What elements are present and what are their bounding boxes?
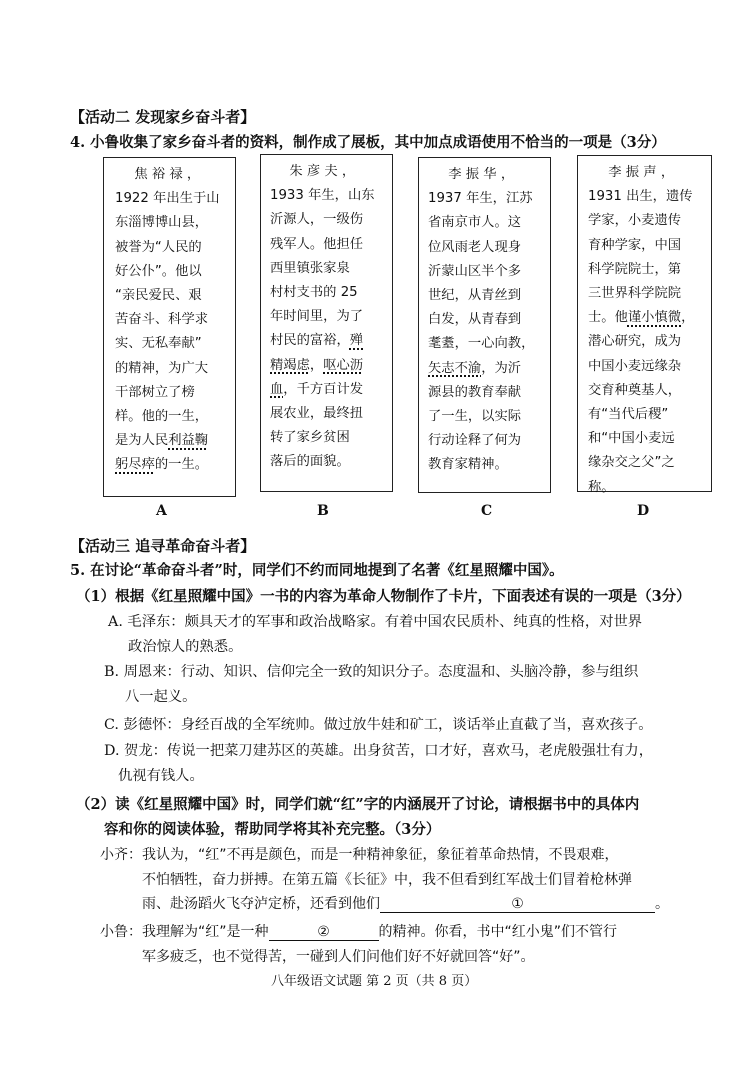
card-text: 实、无私奉献” [115, 336, 202, 352]
answer-blank-2[interactable]: ② [269, 924, 379, 941]
card-line [428, 405, 534, 429]
option-b-line1: B. 周恩来：行动、知识、信仰完全一致的知识分子。态度温和、头脑冷静，参与组织 [104, 664, 639, 680]
card-text: 1937 年生，江苏 [428, 191, 533, 207]
card-line [588, 161, 694, 185]
card-line [588, 258, 694, 282]
card-line [588, 379, 694, 403]
card-line [115, 211, 220, 235]
xiaolu-line1-end: 的精神。你看，书中“红小鬼”们不管行 [378, 924, 618, 940]
card-line [270, 281, 375, 305]
card-line [270, 184, 375, 208]
card-line [115, 308, 220, 332]
card-text: 1922 年出生于山 [115, 191, 220, 207]
card-line [428, 236, 534, 260]
page-footer: 八年级语文试题 第 2 页（共 8 页） [271, 974, 478, 989]
card-line [115, 236, 220, 260]
question-5-1: （1）根据《红星照耀中国》一书的内容为革命人物制作了卡片，下面表述有误的一项是（3分） [76, 588, 691, 605]
card-b-text [270, 160, 375, 475]
card-text: 行动诠释了何为 [428, 433, 522, 449]
emphasized-idiom: 谨小慎微 [627, 310, 682, 326]
card-text: 位风雨老人现身 [428, 239, 522, 255]
card-text: 了一生，以实际 [428, 409, 522, 425]
card-line [428, 332, 534, 356]
card-text: 的一生。 [154, 457, 209, 473]
card-text: 样。他的一生， [115, 409, 209, 425]
card-text: 被誉为“人民的 [115, 239, 202, 255]
card-line [588, 185, 694, 209]
activity3-header: 【活动三 追寻革命奋斗者】 [70, 537, 256, 555]
card-text: 李 振 华 ， [448, 167, 515, 182]
xiaolu-line1-text: 小鲁：我理解为“红”是一种 [100, 924, 269, 940]
card-text: 李 振 声 ， [608, 165, 675, 180]
card-text: 三世界科学院院 [588, 286, 682, 302]
card-label-c: C [481, 503, 493, 519]
card-text: 村民的富裕， [270, 333, 350, 349]
card-text: 白发，从青春到 [428, 312, 522, 328]
card-text: 焦 裕 禄 ， [134, 167, 201, 182]
card-text: 耄耋，一心向教， [428, 336, 535, 352]
card-line [428, 211, 534, 235]
card-text: 村村支书的 25 [270, 285, 358, 301]
card-line [428, 163, 534, 187]
question-5-2-line2: 容和你的阅读体验，帮助同学将其补充完整。（3分） [104, 821, 441, 838]
card-text: 的精神，为广大 [115, 360, 209, 376]
card-line [270, 233, 375, 257]
card-line [588, 476, 694, 500]
card-text: 称。 [588, 479, 615, 495]
card-line [270, 354, 375, 378]
card-line [428, 429, 534, 453]
card-text: ， [681, 310, 695, 326]
question-4: 4. 小鲁收集了家乡奋斗者的资料，制作成了展板，其中加点成语使用不恰当的一项是（3分） [70, 134, 666, 151]
card-line [270, 305, 375, 329]
card-text: 世纪，从青丝到 [428, 288, 522, 304]
card-line [115, 453, 220, 477]
answer-blank-1[interactable]: ① [380, 896, 655, 913]
card-text: 1933 年生，山东 [270, 188, 375, 204]
option-a-line1: A. 毛泽东：颇具天才的军事和政治战略家。有着中国农民质朴、纯真的性格，对世界 [108, 614, 643, 630]
card-line [115, 332, 220, 356]
card-label-d: D [637, 503, 650, 519]
emphasized-idiom: 精竭虑 [270, 357, 310, 373]
emphasized-idiom: 躬尽瘁 [115, 457, 155, 473]
xiaoqi-line3 [142, 893, 669, 913]
card-text: ，为沂 [481, 360, 522, 376]
xiaoqi-line1: 小齐：我认为，“红”不再是颜色，而是一种精神象征，象征着革命热情，不畏艰难， [100, 847, 619, 863]
question-5-2-line1: （2）读《红星照耀中国》时，同学们就“红”字的内涵展开了讨论，请根据书中的具体内 [76, 796, 640, 813]
card-line [115, 260, 220, 284]
card-line [270, 378, 375, 402]
card-line [115, 357, 220, 381]
card-text: 有“当代后稷” [588, 407, 669, 423]
card-text: 学家，小麦遗传 [588, 213, 682, 229]
card-line [588, 234, 694, 258]
card-text: 苦奋斗、科学求 [115, 312, 209, 328]
card-line [270, 208, 375, 232]
card-c-text [428, 163, 534, 478]
card-line [588, 427, 694, 451]
card-line [588, 355, 694, 379]
card-text: 中国小麦远缘杂 [588, 358, 682, 374]
card-d-text [588, 161, 694, 500]
card-line [270, 402, 375, 426]
card-text: 东淄博博山县， [115, 215, 209, 231]
card-text: 展农业，最终扭 [270, 406, 364, 422]
card-text: 西里镇张家泉 [270, 260, 350, 276]
card-text: “亲民爱民、艰 [115, 288, 202, 304]
card-line [428, 381, 534, 405]
card-text: 转了家乡贫困 [270, 430, 350, 446]
card-text: 沂源人，一级伤 [270, 212, 364, 228]
card-line [428, 453, 534, 477]
activity2-header: 【活动二 发现家乡奋斗者】 [70, 108, 256, 126]
card-line [428, 260, 534, 284]
card-line [428, 308, 534, 332]
card-text: 沂蒙山区半个多 [428, 263, 522, 279]
card-text: ， [309, 357, 324, 373]
card-line [270, 257, 375, 281]
card-text: 教育家精神。 [428, 457, 508, 473]
card-line [115, 429, 220, 453]
card-text: 缘杂交之父”之 [588, 455, 675, 471]
card-a-text [115, 163, 220, 478]
card-text: 士。他 [588, 310, 628, 326]
card-text: 1931 出生，遗传 [588, 189, 693, 205]
card-text: 育种学家，中国 [588, 237, 682, 253]
card-text: 和“中国小麦远 [588, 431, 675, 447]
card-text: ，千方百计发 [283, 381, 364, 397]
card-text: 科学院院士，第 [588, 261, 682, 277]
xiaolu-line2: 军多疲乏，也不觉得苦，一碰到人们问他们好不好就回答“好”。 [142, 949, 535, 965]
question-5: 5. 在讨论“革命奋斗者”时，同学们不约而同地提到了名著《红星照耀中国》。 [70, 562, 564, 579]
card-line [270, 329, 375, 353]
card-label-b: B [317, 503, 329, 519]
card-line [428, 284, 534, 308]
card-text: 潜心研究，成为 [588, 334, 682, 350]
option-a-line2: 政治惊人的熟悉。 [128, 639, 243, 655]
xiaoqi-line2: 不怕牺牲，奋力拼搏。在第五篇《长征》中，我不但看到红军战士们冒着枪林弹 [142, 872, 632, 888]
card-line [588, 451, 694, 475]
option-d-line1: D. 贺龙：传说一把菜刀建苏区的英雄。出身贫苦，口才好，喜欢马，老虎般强壮有力， [104, 743, 654, 759]
card-text: 省南京市人。这 [428, 215, 522, 231]
card-text: 好公仆”。他以 [115, 263, 202, 279]
card-text: 残军人。他担任 [270, 236, 364, 252]
card-text: 朱 彦 夫 ， [289, 164, 356, 179]
card-line [115, 381, 220, 405]
card-text: 是为人民 [115, 433, 169, 449]
card-text: 干部树立了榜 [115, 384, 195, 400]
card-line [270, 160, 375, 184]
card-line [588, 330, 694, 354]
card-line [115, 163, 220, 187]
card-line [270, 450, 375, 474]
xiaolu-line1 [100, 921, 617, 941]
emphasized-idiom: 矢志不渝 [428, 360, 482, 376]
card-line [115, 187, 220, 211]
emphasized-idiom: 血 [270, 381, 284, 397]
card-text: 年时间里，为了 [270, 309, 364, 325]
card-line [270, 426, 375, 450]
emphasized-idiom: 利益鞠 [168, 433, 209, 449]
card-line [588, 306, 694, 330]
xiaoqi-line3-text: 雨、赴汤蹈火飞夺泸定桥，还看到他们 [142, 896, 380, 912]
card-label-a: A [156, 503, 167, 519]
card-line [588, 282, 694, 306]
card-line [428, 187, 534, 211]
card-line [115, 284, 220, 308]
card-text: 源县的教育奉献 [428, 384, 522, 400]
emphasized-idiom: 呕心沥 [323, 357, 364, 373]
card-line [115, 405, 220, 429]
card-line [588, 403, 694, 427]
xiaoqi-line3-end: 。 [655, 896, 669, 912]
option-d-line2: 仇视有钱人。 [118, 768, 204, 784]
option-c: C. 彭德怀：身经百战的全军统帅。做过放牛娃和矿工，谈话举止直截了当，喜欢孩子。 [104, 717, 653, 733]
emphasized-idiom: 殚 [349, 333, 364, 349]
card-text: 落后的面貌。 [270, 454, 350, 470]
option-b-line2: 八一起义。 [125, 689, 197, 705]
card-line [428, 357, 534, 381]
card-text: 交育种奠基人， [588, 382, 682, 398]
card-line [588, 209, 694, 233]
